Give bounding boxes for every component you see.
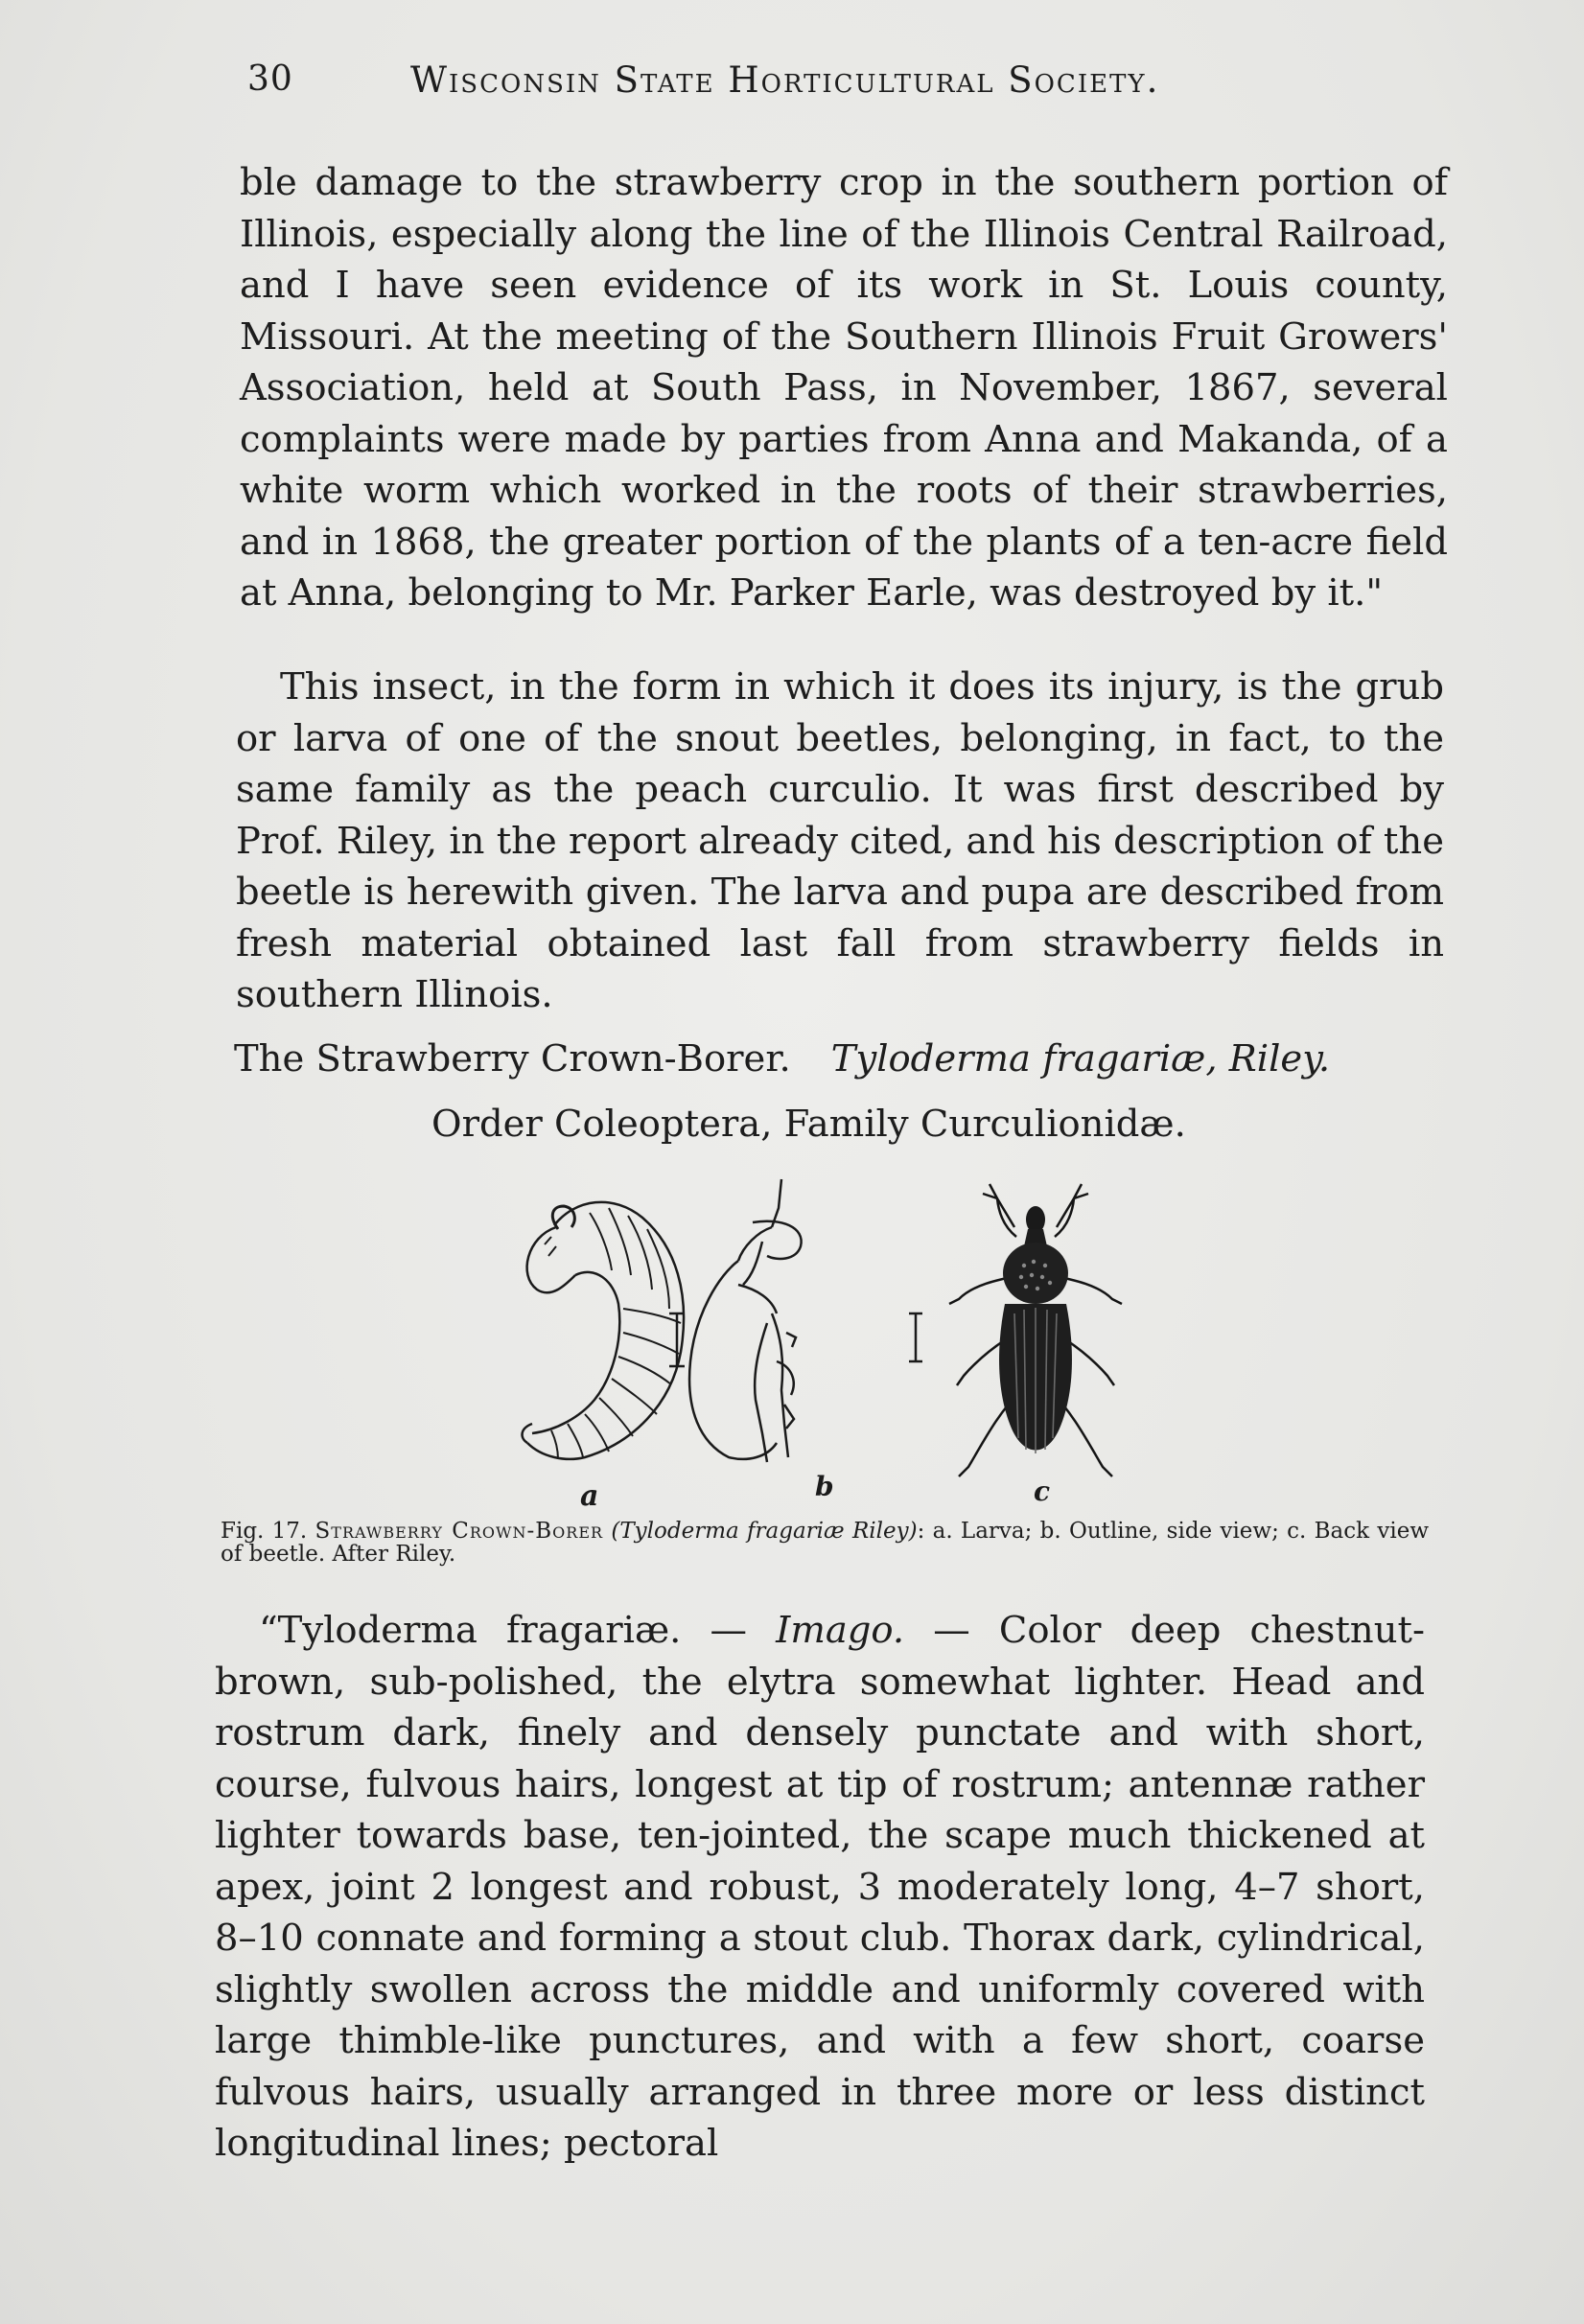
figure-caption (221, 1520, 1429, 1566)
quote-open: “Tyloderma fragariæ. — (259, 1609, 777, 1652)
imago-term: Imago. (776, 1609, 905, 1652)
figure-label-b: b (815, 1471, 834, 1502)
running-head: Wisconsin State Horticultural Society. (410, 59, 1160, 101)
caption-scientific-name: (Tyloderma fragariæ Riley) (611, 1519, 918, 1544)
larva-illustration (523, 1202, 685, 1459)
section-title (234, 1037, 1330, 1081)
classification: Order Coleoptera, Family Curculionidæ. (431, 1103, 1186, 1146)
caption-title: Strawberry Crown-Borer (314, 1519, 604, 1544)
page-number: 30 (247, 59, 293, 99)
figure-17-illustration (499, 1170, 1170, 1510)
caption-fig-number: Fig. 17. (221, 1519, 308, 1544)
figure-label-c: c (1034, 1476, 1051, 1507)
beetle-body (999, 1206, 1072, 1453)
paragraph-3 (215, 1605, 1425, 2170)
paragraph-2: This insect, in the form in which it does its injury, is the grub or larva of one of the snout beetles, belonging, in fact, to the same family as the peach curculio. It was first described by Prof. Riley, in the report already cited, and his description of the beetle is herewith given. The larva and pupa are described from fresh material obtained last fall from strawberry fields in southern Illinois. (236, 665, 1444, 1016)
page-header (247, 59, 1312, 117)
common-name: The Strawberry Crown-Borer. (234, 1037, 791, 1081)
caption-description: : a. Larva; b. Outline, side view; c. Back view of beetle. After Riley. (221, 1519, 1430, 1567)
paragraph-1: ble damage to the strawberry crop in the southern portion of Illinois, especially along the line of the Illinois Central Railroad, and I have seen evidence of its work in St. Louis county, Missouri. At the meeting of the Southern Illinois Fruit Growers' Association, held at South Pass, in November, 1867, several complaints were made by parties from Anna and Makanda, of a white worm which worked in the roots of their strawberries, and in 1868, the greater portion of the plants of a ten-acre field at Anna, belonging to Mr. Parker Earle, was destroyed by it." (240, 161, 1448, 615)
beetle-side-outline (689, 1179, 802, 1462)
description-text: — Color deep chestnut-brown, sub-polished, the elytra somewhat lighter. Head and rostrum dark, finely and densely punctate and with short, course, fulvous hairs, longest at tip of rostrum; antennæ rather lighter towards base, ten-jointed, the scape much thickened at apex, joint 2 longest and robust, 3 moderately long, 4–7 short, 8–10 connate and forming a stout club. Thorax dark, cylindrical, slightly swollen across the middle and uniformly covered with large thimble-like punctures, and with a few short, coarse fulvous hairs, usually arranged in three more or less distinct longitudinal lines; pectoral (215, 1609, 1425, 2165)
scientific-name: Tyloderma fragariæ, Riley. (830, 1037, 1331, 1081)
figure-label-a: a (580, 1479, 599, 1510)
